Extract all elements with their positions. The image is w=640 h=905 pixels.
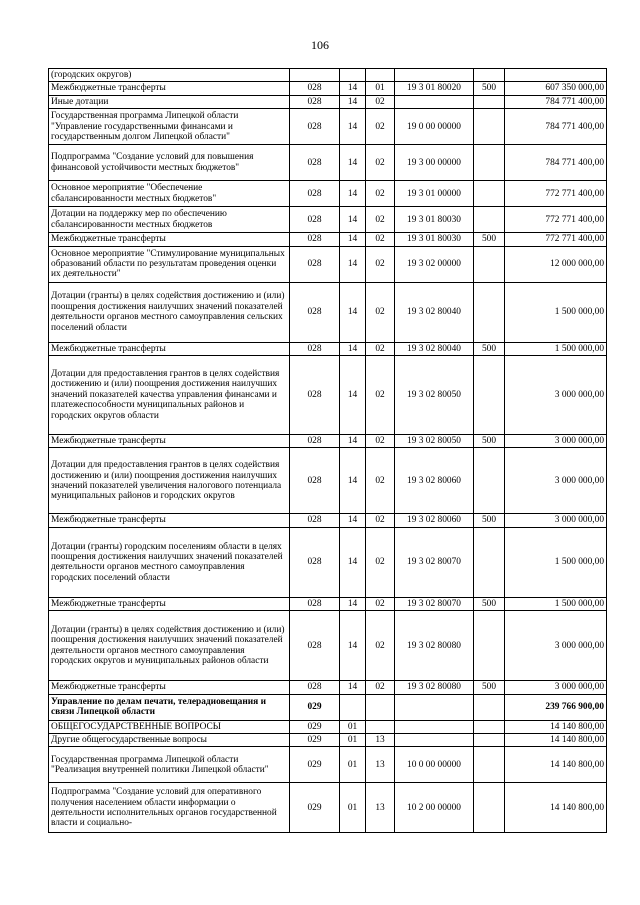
row-name-cell: Межбюджетные трансферты: [49, 514, 290, 527]
budget-table-body: [49, 69, 607, 833]
row-ministry-code-cell: 028: [290, 435, 340, 448]
row-target-article-cell: 19 3 02 80080: [395, 611, 474, 681]
row-section-code-cell: [340, 694, 366, 720]
row-amount-cell: 784 771 400,00: [505, 109, 607, 145]
row-name-cell: Дотации (гранты) городским поселениям области в целях поощрения достижения наилучших значений показателей деятельности органов местного самоуправления городских поселений области: [49, 527, 290, 597]
row-ministry-code-cell: 028: [290, 514, 340, 527]
row-name-cell: Дотации для предоставления грантов в целях содействия достижению и (или) поощрения достижения наилучших значений показателей увеличения налогового потенциала муниципальных районов и городских округов: [49, 448, 290, 514]
row-section-code-cell: 14: [340, 207, 366, 233]
row-target-article-cell: 19 3 01 80030: [395, 233, 474, 246]
row-subsection-code-cell: 02: [366, 448, 395, 514]
row-name-cell: Межбюджетные трансферты: [49, 597, 290, 610]
table-row: [49, 681, 607, 694]
table-row: [49, 527, 607, 597]
row-subsection-code-cell: 02: [366, 435, 395, 448]
row-target-article-cell: 19 3 02 80070: [395, 597, 474, 610]
row-target-article-cell: 19 3 02 80060: [395, 514, 474, 527]
row-expense-type-cell: 500: [474, 435, 505, 448]
row-expense-type-cell: 500: [474, 342, 505, 355]
row-target-article-cell: 19 3 01 00000: [395, 181, 474, 207]
row-expense-type-cell: [474, 282, 505, 342]
row-expense-type-cell: [474, 783, 505, 833]
row-expense-type-cell: [474, 95, 505, 108]
row-name-cell: Межбюджетные трансферты: [49, 681, 290, 694]
row-target-article-cell: 19 3 02 80050: [395, 356, 474, 435]
table-row: [49, 597, 607, 610]
row-expense-type-cell: 500: [474, 681, 505, 694]
row-target-article-cell: 19 3 02 80060: [395, 448, 474, 514]
row-amount-cell: 3 000 000,00: [505, 356, 607, 435]
row-ministry-code-cell: 028: [290, 611, 340, 681]
row-target-article-cell: [395, 694, 474, 720]
row-expense-type-cell: [474, 69, 505, 82]
row-section-code-cell: 14: [340, 597, 366, 610]
row-name-cell: Управление по делам печати, телерадиовещания и связи Липецкой области: [49, 694, 290, 720]
row-expense-type-cell: [474, 181, 505, 207]
table-row: [49, 448, 607, 514]
row-section-code-cell: 14: [340, 681, 366, 694]
table-row: [49, 342, 607, 355]
row-subsection-code-cell: 02: [366, 233, 395, 246]
row-ministry-code-cell: 029: [290, 734, 340, 747]
row-name-cell: Межбюджетные трансферты: [49, 233, 290, 246]
row-target-article-cell: 10 2 00 00000: [395, 783, 474, 833]
row-subsection-code-cell: 02: [366, 95, 395, 108]
table-row: [49, 233, 607, 246]
table-row: [49, 694, 607, 720]
row-target-article-cell: 19 3 02 80040: [395, 282, 474, 342]
row-target-article-cell: 19 3 02 80080: [395, 681, 474, 694]
row-ministry-code-cell: 028: [290, 82, 340, 95]
row-target-article-cell: [395, 69, 474, 82]
table-row: [49, 720, 607, 733]
row-amount-cell: 1 500 000,00: [505, 342, 607, 355]
row-section-code-cell: 14: [340, 527, 366, 597]
row-subsection-code-cell: 02: [366, 611, 395, 681]
row-amount-cell: 14 140 800,00: [505, 783, 607, 833]
row-expense-type-cell: [474, 734, 505, 747]
row-expense-type-cell: [474, 356, 505, 435]
row-subsection-code-cell: 02: [366, 246, 395, 282]
row-expense-type-cell: [474, 448, 505, 514]
row-ministry-code-cell: 028: [290, 233, 340, 246]
row-subsection-code-cell: [366, 69, 395, 82]
row-subsection-code-cell: 02: [366, 181, 395, 207]
row-ministry-code-cell: 028: [290, 527, 340, 597]
row-section-code-cell: 14: [340, 109, 366, 145]
row-section-code-cell: 14: [340, 342, 366, 355]
row-subsection-code-cell: [366, 694, 395, 720]
row-name-cell: Подпрограмма "Создание условий для повышения финансовой устойчивости местных бюджетов": [49, 145, 290, 181]
row-target-article-cell: 19 3 01 80030: [395, 207, 474, 233]
row-target-article-cell: [395, 95, 474, 108]
row-expense-type-cell: 500: [474, 233, 505, 246]
row-section-code-cell: 14: [340, 448, 366, 514]
row-ministry-code-cell: 028: [290, 181, 340, 207]
row-subsection-code-cell: [366, 720, 395, 733]
row-name-cell: Основное мероприятие "Обеспечение сбалансированности местных бюджетов": [49, 181, 290, 207]
row-section-code-cell: 14: [340, 282, 366, 342]
row-expense-type-cell: 500: [474, 514, 505, 527]
row-subsection-code-cell: 02: [366, 681, 395, 694]
row-amount-cell: 784 771 400,00: [505, 95, 607, 108]
row-name-cell: Другие общегосударственные вопросы: [49, 734, 290, 747]
row-ministry-code-cell: 028: [290, 145, 340, 181]
row-expense-type-cell: [474, 145, 505, 181]
table-row: [49, 95, 607, 108]
table-row: [49, 435, 607, 448]
row-target-article-cell: 19 3 02 80050: [395, 435, 474, 448]
table-row: [49, 747, 607, 783]
row-section-code-cell: 14: [340, 435, 366, 448]
row-target-article-cell: 19 0 00 00000: [395, 109, 474, 145]
budget-table: [48, 68, 607, 833]
row-section-code-cell: 14: [340, 145, 366, 181]
row-subsection-code-cell: 13: [366, 783, 395, 833]
row-subsection-code-cell: 02: [366, 207, 395, 233]
row-section-code-cell: 14: [340, 95, 366, 108]
row-subsection-code-cell: 02: [366, 597, 395, 610]
row-target-article-cell: 10 0 00 00000: [395, 747, 474, 783]
row-name-cell: Межбюджетные трансферты: [49, 342, 290, 355]
table-row: [49, 514, 607, 527]
row-target-article-cell: [395, 720, 474, 733]
row-section-code-cell: 14: [340, 514, 366, 527]
row-amount-cell: 784 771 400,00: [505, 145, 607, 181]
row-section-code-cell: [340, 69, 366, 82]
row-target-article-cell: 19 3 02 00000: [395, 246, 474, 282]
table-row: [49, 246, 607, 282]
table-row: [49, 611, 607, 681]
row-subsection-code-cell: 02: [366, 342, 395, 355]
row-subsection-code-cell: 02: [366, 109, 395, 145]
table-row: [49, 145, 607, 181]
row-section-code-cell: 14: [340, 356, 366, 435]
row-amount-cell: 3 000 000,00: [505, 435, 607, 448]
row-target-article-cell: 19 3 02 80040: [395, 342, 474, 355]
row-expense-type-cell: [474, 747, 505, 783]
row-expense-type-cell: 500: [474, 82, 505, 95]
row-subsection-code-cell: 02: [366, 282, 395, 342]
row-amount-cell: 3 000 000,00: [505, 514, 607, 527]
row-amount-cell: 1 500 000,00: [505, 282, 607, 342]
row-amount-cell: 239 766 900,00: [505, 694, 607, 720]
row-amount-cell: 772 771 400,00: [505, 181, 607, 207]
row-amount-cell: 1 500 000,00: [505, 527, 607, 597]
row-amount-cell: 772 771 400,00: [505, 233, 607, 246]
row-name-cell: Дотации на поддержку мер по обеспечению сбалансированности местных бюджетов: [49, 207, 290, 233]
row-amount-cell: 607 350 000,00: [505, 82, 607, 95]
row-subsection-code-cell: 02: [366, 527, 395, 597]
row-amount-cell: 1 500 000,00: [505, 597, 607, 610]
row-subsection-code-cell: 13: [366, 747, 395, 783]
row-ministry-code-cell: 029: [290, 720, 340, 733]
table-row: [49, 181, 607, 207]
row-ministry-code-cell: 028: [290, 282, 340, 342]
row-ministry-code-cell: 028: [290, 109, 340, 145]
row-amount-cell: 772 771 400,00: [505, 207, 607, 233]
row-expense-type-cell: [474, 611, 505, 681]
row-section-code-cell: 14: [340, 611, 366, 681]
row-expense-type-cell: [474, 207, 505, 233]
table-row: [49, 356, 607, 435]
row-amount-cell: 12 000 000,00: [505, 246, 607, 282]
row-expense-type-cell: 500: [474, 597, 505, 610]
row-ministry-code-cell: 028: [290, 207, 340, 233]
page-number: 106: [311, 38, 329, 52]
row-ministry-code-cell: 028: [290, 246, 340, 282]
row-name-cell: Подпрограмма "Создание условий для оперативного получения населением области информации о деятельности исполнительных органов государственной власти и социально-: [49, 783, 290, 833]
row-amount-cell: 3 000 000,00: [505, 681, 607, 694]
row-ministry-code-cell: 028: [290, 681, 340, 694]
row-ministry-code-cell: 028: [290, 342, 340, 355]
row-ministry-code-cell: 029: [290, 783, 340, 833]
row-subsection-code-cell: 02: [366, 356, 395, 435]
row-name-cell: Дотации (гранты) в целях содействия достижению и (или) поощрения достижения наилучших значений показателей деятельности органов местного самоуправления городских округов и муниципальных районов области: [49, 611, 290, 681]
row-ministry-code-cell: 028: [290, 597, 340, 610]
row-name-cell: ОБЩЕГОСУДАРСТВЕННЫЕ ВОПРОСЫ: [49, 720, 290, 733]
row-name-cell: Основное мероприятие "Стимулирование муниципальных образований области по результатам проведения оценки их деятельности": [49, 246, 290, 282]
table-row: [49, 207, 607, 233]
row-name-cell: Дотации для предоставления грантов в целях содействия достижению и (или) поощрения достижения наилучших значений показателей качества управления финансами и платежеспособности муниципальных районов и городских округов области: [49, 356, 290, 435]
row-amount-cell: 3 000 000,00: [505, 448, 607, 514]
row-expense-type-cell: [474, 694, 505, 720]
row-amount-cell: 14 140 800,00: [505, 734, 607, 747]
table-row: [49, 82, 607, 95]
row-amount-cell: 14 140 800,00: [505, 720, 607, 733]
row-ministry-code-cell: 029: [290, 747, 340, 783]
row-section-code-cell: 01: [340, 720, 366, 733]
row-ministry-code-cell: 028: [290, 356, 340, 435]
table-row: [49, 282, 607, 342]
row-subsection-code-cell: 13: [366, 734, 395, 747]
row-amount-cell: 3 000 000,00: [505, 611, 607, 681]
row-name-cell: Дотации (гранты) в целях содействия достижению и (или) поощрения достижения наилучших значений показателей деятельности органов местного самоуправления сельских поселений области: [49, 282, 290, 342]
row-section-code-cell: 01: [340, 783, 366, 833]
row-section-code-cell: 14: [340, 181, 366, 207]
row-section-code-cell: 01: [340, 734, 366, 747]
row-expense-type-cell: [474, 109, 505, 145]
row-subsection-code-cell: 02: [366, 145, 395, 181]
row-section-code-cell: 14: [340, 82, 366, 95]
row-expense-type-cell: [474, 246, 505, 282]
row-ministry-code-cell: 029: [290, 694, 340, 720]
row-name-cell: Государственная программа Липецкой области "Управление государственными финансами и государственным долгом Липецкой области": [49, 109, 290, 145]
row-ministry-code-cell: 028: [290, 448, 340, 514]
row-name-cell: Межбюджетные трансферты: [49, 435, 290, 448]
row-name-cell: Иные дотации: [49, 95, 290, 108]
row-name-cell: Государственная программа Липецкой области "Реализация внутренней политики Липецкой области": [49, 747, 290, 783]
table-row: [49, 109, 607, 145]
table-row: [49, 69, 607, 82]
row-name-cell: (городских округов): [49, 69, 290, 82]
row-subsection-code-cell: 01: [366, 82, 395, 95]
row-target-article-cell: 19 3 02 80070: [395, 527, 474, 597]
row-expense-type-cell: [474, 527, 505, 597]
row-target-article-cell: 19 3 00 00000: [395, 145, 474, 181]
table-row: [49, 783, 607, 833]
row-expense-type-cell: [474, 720, 505, 733]
row-subsection-code-cell: 02: [366, 514, 395, 527]
row-section-code-cell: 14: [340, 233, 366, 246]
row-amount-cell: 14 140 800,00: [505, 747, 607, 783]
row-target-article-cell: [395, 734, 474, 747]
row-ministry-code-cell: [290, 69, 340, 82]
row-section-code-cell: 01: [340, 747, 366, 783]
row-ministry-code-cell: 028: [290, 95, 340, 108]
row-name-cell: Межбюджетные трансферты: [49, 82, 290, 95]
row-amount-cell: [505, 69, 607, 82]
table-row: [49, 734, 607, 747]
row-target-article-cell: 19 3 01 80020: [395, 82, 474, 95]
row-section-code-cell: 14: [340, 246, 366, 282]
